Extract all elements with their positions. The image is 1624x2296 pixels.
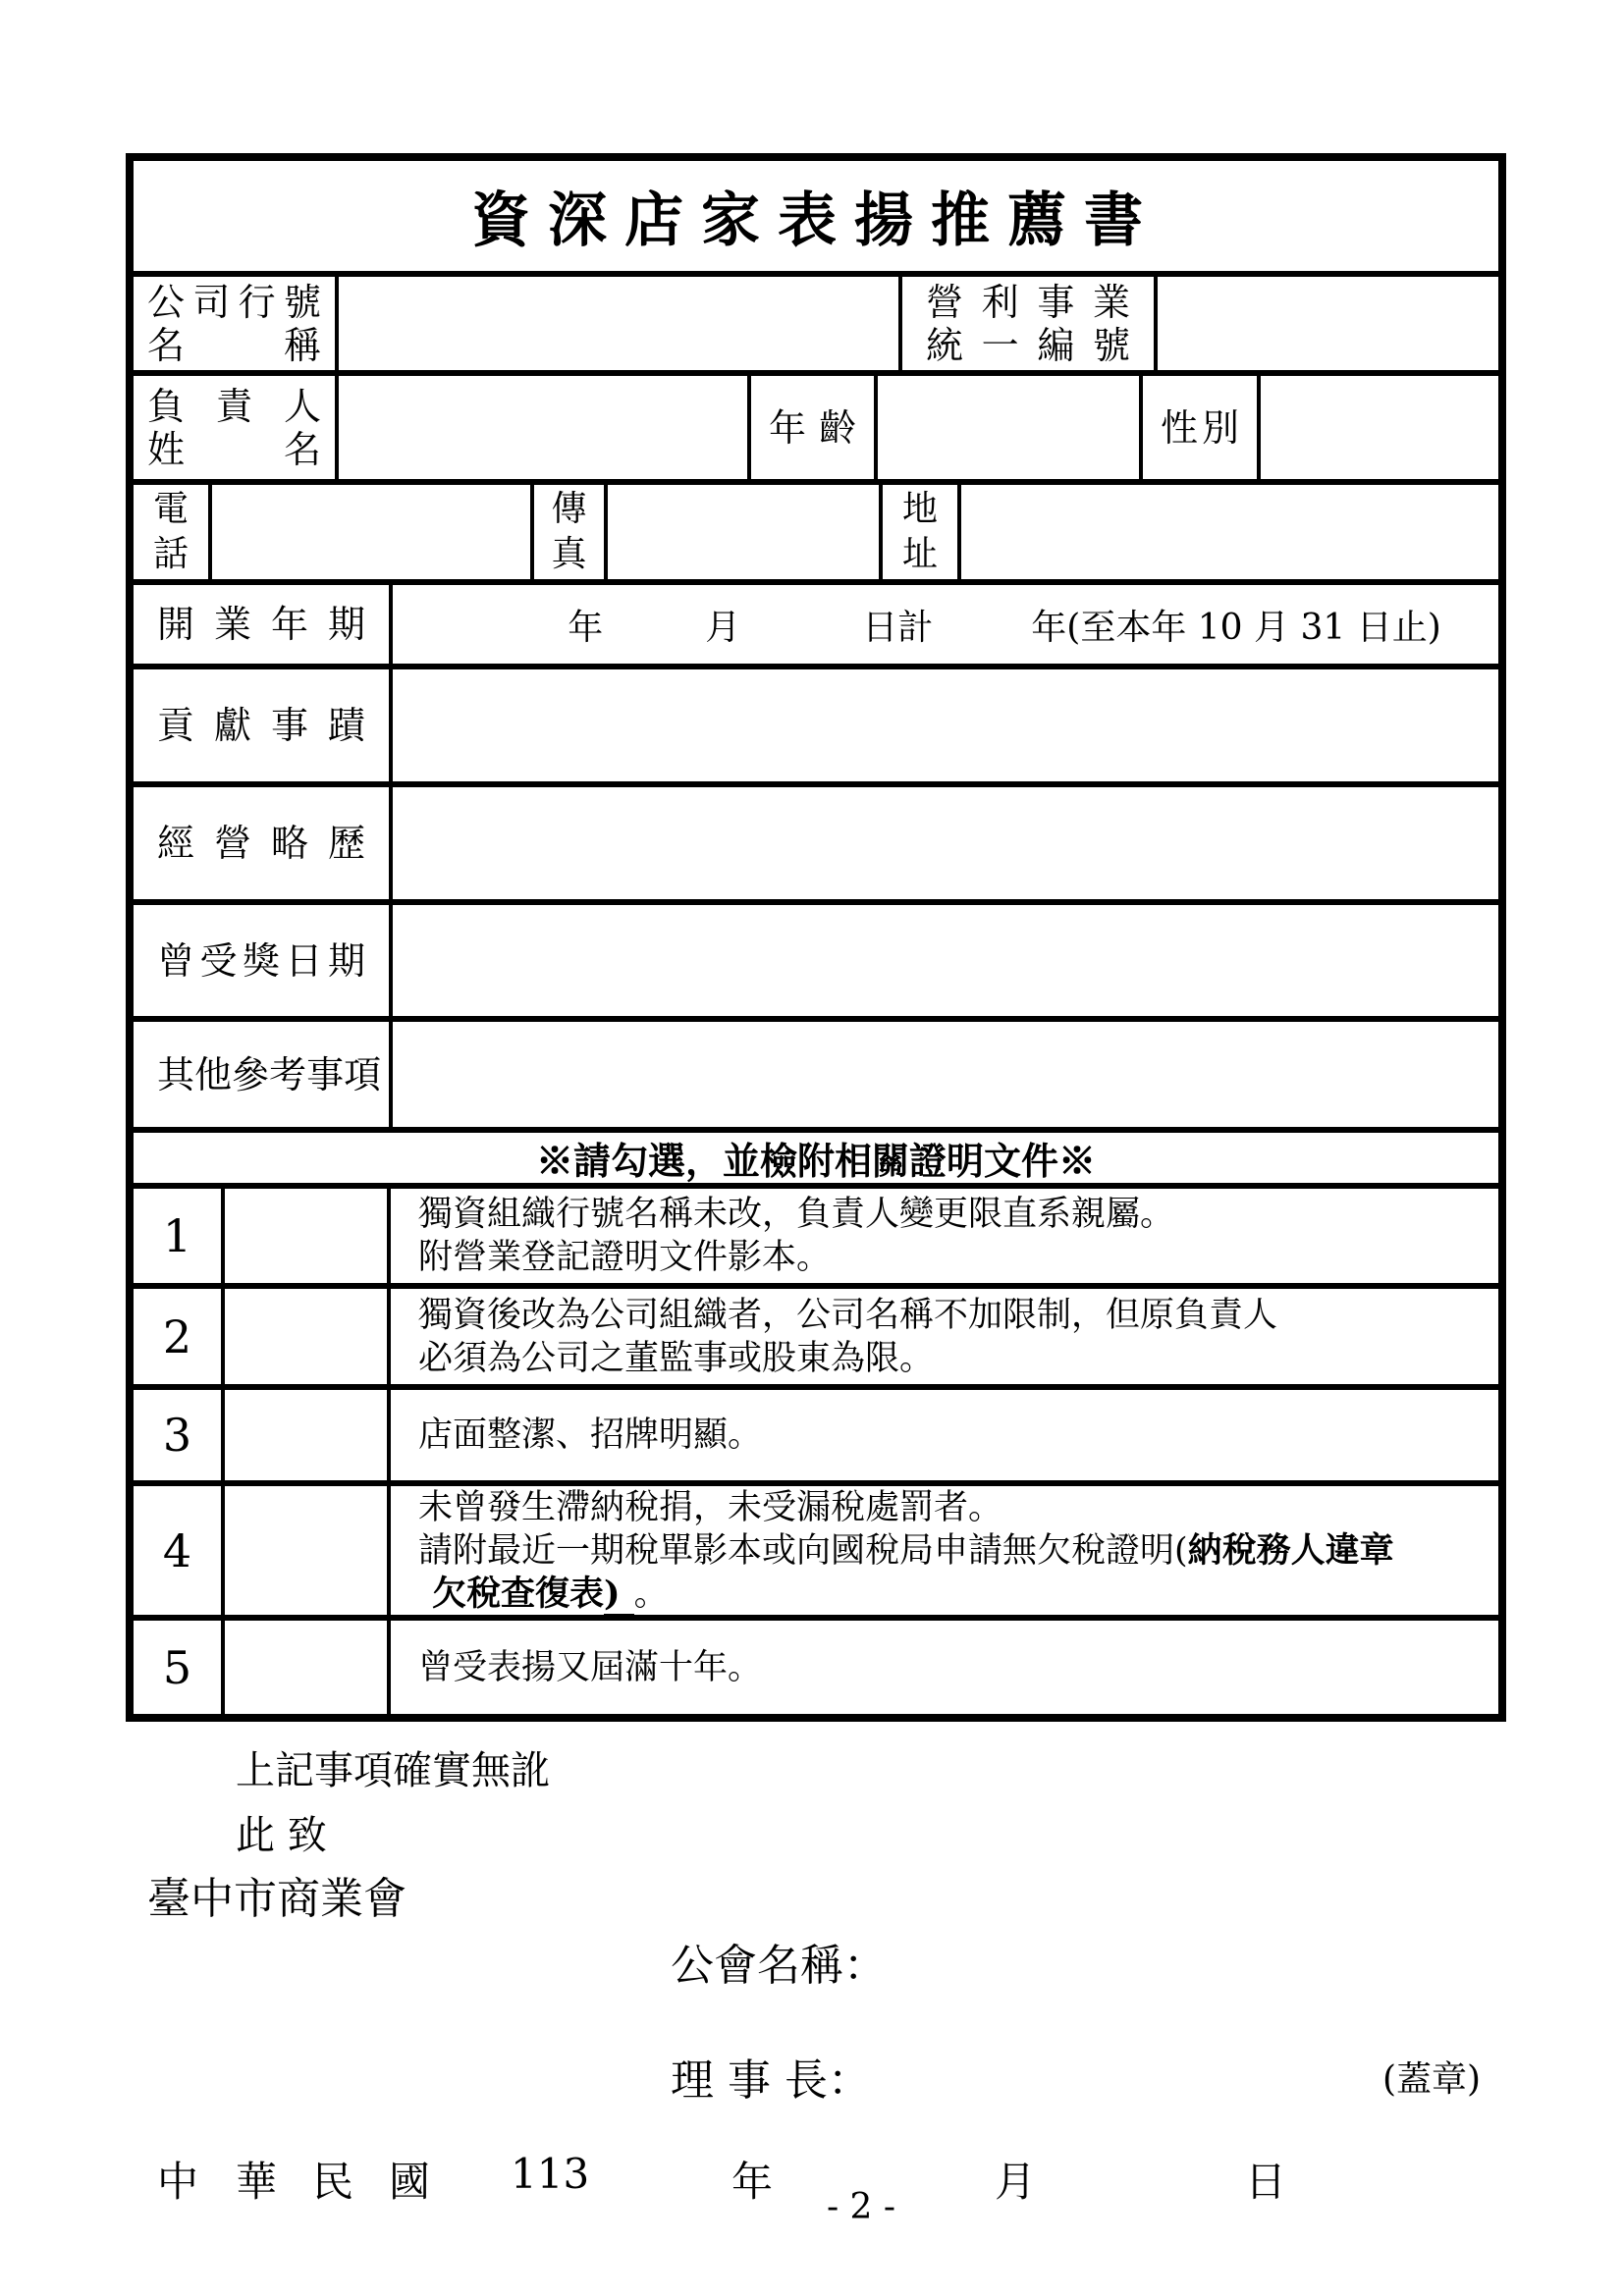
- phone-label: 電話: [152, 489, 189, 574]
- page-number: - 2 -: [826, 2187, 896, 2227]
- opening-total-note: 年(至本年 10 月 31 日止): [1031, 607, 1441, 648]
- other-notes-label: 其 他 參 考 事 項: [157, 1052, 382, 1096]
- roc-date-char: 民: [312, 2158, 354, 2206]
- fax-label: 傳真: [530, 485, 604, 579]
- opening-period-cell[interactable]: [389, 585, 1498, 664]
- tax-id-label: 營 利 事 業 統 一 編 號: [898, 277, 1154, 370]
- opening-day-unit: 日計: [862, 607, 934, 648]
- item-checkbox-4[interactable]: [221, 1486, 387, 1615]
- gender-label: 性 別: [1139, 376, 1257, 479]
- item-checkbox-1[interactable]: [221, 1189, 387, 1283]
- item-text-5: 曾受表揚又屆滿十年。: [387, 1621, 1498, 1714]
- phone-input[interactable]: [208, 485, 530, 579]
- other-notes-input[interactable]: [389, 1022, 1498, 1127]
- contribution-label: 貢 獻 事 蹟: [157, 704, 365, 747]
- title-row: [134, 161, 1498, 277]
- address-label: 地址: [879, 485, 957, 579]
- seal-note: (蓋章): [1382, 2059, 1482, 2100]
- item-checkbox-2[interactable]: [221, 1289, 387, 1384]
- item-number-3: 3: [162, 1409, 192, 1462]
- checklist-row-1: [134, 1189, 1498, 1289]
- owner-name-input[interactable]: [335, 376, 747, 479]
- business-history-label: 經 營 略 歷: [157, 822, 365, 865]
- owner-name-label: 負 責 人 姓 名: [147, 384, 321, 471]
- item-number-4: 4: [162, 1523, 192, 1577]
- opening-month-unit: 月: [705, 607, 741, 648]
- roc-date-char: 中: [157, 2158, 199, 2206]
- checklist-row-5: [134, 1621, 1498, 1714]
- item-text-2: 獨資後改為公司組織者，公司名稱不加限制，但原負責人 必須為公司之董監事或股東為限。: [387, 1289, 1498, 1384]
- opening-year-unit: 年: [568, 607, 604, 648]
- award-date-label: 曾 受 獎 日 期: [157, 938, 365, 983]
- recommendation-form-table: [126, 153, 1506, 1722]
- item-text-1: 獨資組織行號名稱未改，負責人變更限直系親屬。 附營業登記證明文件影本。: [387, 1189, 1498, 1283]
- recipient-text: 臺中市商業會: [147, 1874, 406, 1924]
- company-name-label: 公 司 行 號 名 稱: [147, 280, 321, 367]
- contribution-input[interactable]: [389, 669, 1498, 781]
- checklist-row-2: [134, 1289, 1498, 1390]
- age-label: 年 齡: [747, 376, 874, 479]
- fax-input[interactable]: [604, 485, 879, 579]
- roc-year-value: 113: [511, 2150, 590, 2198]
- declaration-text: 上記事項確實無訛: [236, 1748, 550, 1793]
- page-title: 資深店家表揚推薦書: [471, 187, 1161, 255]
- roc-year-unit: 年: [731, 2158, 774, 2206]
- item-number-1: 1: [162, 1209, 192, 1262]
- address-input[interactable]: [957, 485, 1498, 579]
- item-checkbox-5[interactable]: [221, 1621, 387, 1714]
- roc-date-char: 國: [389, 2158, 431, 2206]
- checklist-header: ※請勾選，並檢附相關證明文件※: [535, 1139, 1096, 1183]
- chairman-label: 理 事 長：: [671, 2056, 871, 2106]
- opening-period-label: 開 業 年 期: [157, 603, 365, 646]
- checklist-row-3: [134, 1390, 1498, 1486]
- item-text-4: 未曾發生滯納稅捐，未受漏稅處罰者。 請附最近一期稅單影本或向國稅局申請無欠稅證明(納稅務人違章 欠稅查復表) 。: [387, 1486, 1498, 1615]
- business-history-input[interactable]: [389, 787, 1498, 899]
- item-text-3: 店面整潔、招牌明顯。: [387, 1390, 1498, 1480]
- salute-text: 此 致: [236, 1813, 327, 1858]
- tax-id-input[interactable]: [1154, 277, 1498, 370]
- company-name-input[interactable]: [335, 277, 898, 370]
- award-date-input[interactable]: [389, 905, 1498, 1016]
- item-checkbox-3[interactable]: [221, 1390, 387, 1480]
- association-name-label: 公會名稱：: [671, 1941, 887, 1991]
- age-input[interactable]: [874, 376, 1139, 479]
- item-number-5: 5: [162, 1640, 192, 1694]
- roc-day-unit: 日: [1245, 2158, 1287, 2206]
- roc-month-unit: 月: [995, 2158, 1037, 2206]
- checklist-row-4: [134, 1486, 1498, 1621]
- roc-date-char: 華: [236, 2158, 278, 2206]
- item-number-2: 2: [162, 1309, 192, 1363]
- checklist-header-row: [134, 1133, 1498, 1189]
- gender-input[interactable]: [1257, 376, 1498, 479]
